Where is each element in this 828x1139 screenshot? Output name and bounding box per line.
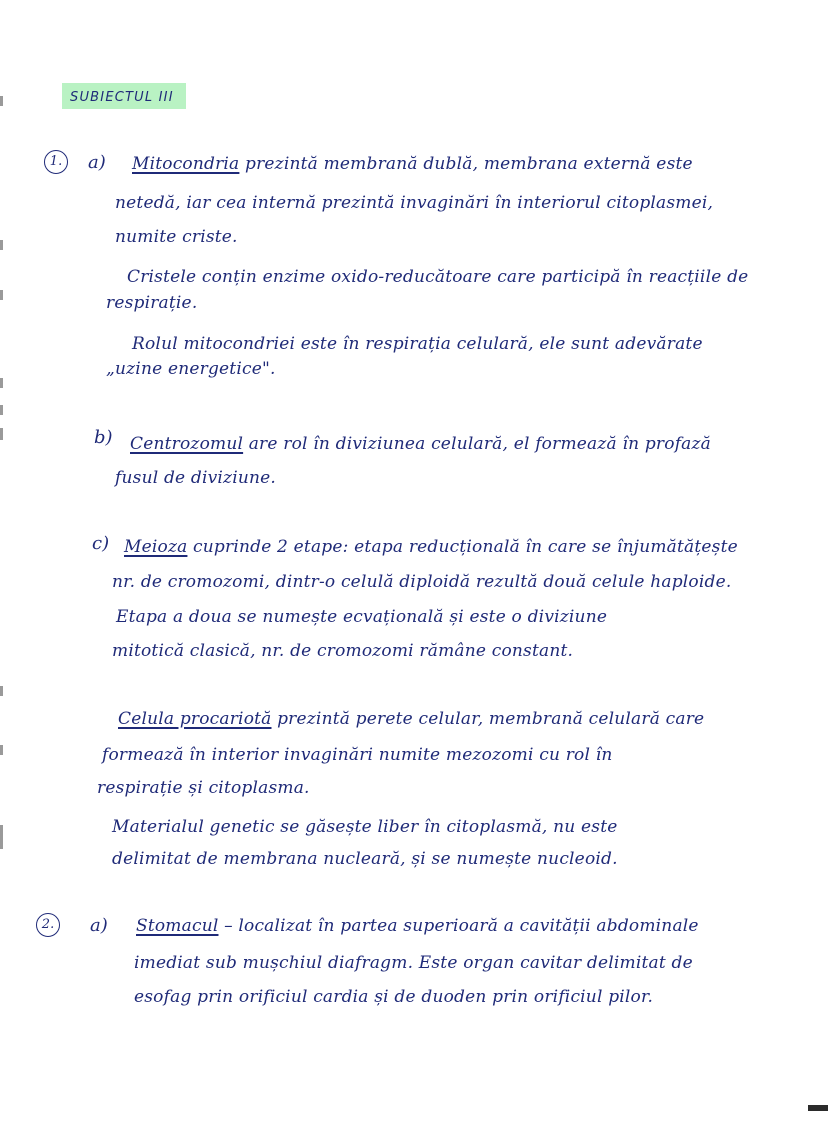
title-highlight bbox=[62, 83, 186, 109]
item-1d-line-3: respirație și citoplasma. bbox=[97, 778, 310, 798]
item-1c-label: c) bbox=[92, 533, 110, 554]
item-1c-line-4: mitotică clasică, nr. de cromozomi rămâne constant. bbox=[112, 641, 574, 661]
term-meioza: Meioza bbox=[124, 537, 188, 557]
item-1d-line-4: Materialul genetic se găsește liber în citoplasmă, nu este bbox=[112, 817, 618, 837]
item-1c-line-1 bbox=[124, 536, 738, 558]
text-segment: prezintă perete celular, membrană celulară care bbox=[271, 709, 705, 729]
term-stomacul: Stomacul bbox=[136, 916, 219, 936]
scan-edge-mark bbox=[0, 825, 3, 849]
item-1a-label: a) bbox=[88, 152, 106, 173]
item-1a-line-6: Rolul mitocondriei este în respirația celulară, ele sunt adevărate bbox=[132, 334, 703, 354]
item-1a-line-5: respirație. bbox=[106, 293, 198, 313]
item-1c-line-2: nr. de cromozomi, dintr-o celulă diploidă rezultă două celule haploide. bbox=[112, 572, 732, 592]
item-2a-line-1 bbox=[136, 915, 699, 937]
term-celula-procariota: Celula procariotă bbox=[118, 709, 272, 729]
item-1b-line-1 bbox=[130, 433, 711, 455]
item-2a-label: a) bbox=[90, 915, 108, 936]
item-1a-line-2: netedă, iar cea internă prezintă invaginări în interiorul citoplasmei, bbox=[115, 193, 714, 213]
text-segment: cuprinde 2 etape: etapa reducțională în care se înjumătățește bbox=[187, 537, 738, 557]
scan-edge-mark bbox=[0, 290, 3, 300]
section-2-number: 2. bbox=[36, 913, 60, 937]
text-segment: are rol în diviziunea celulară, el formează în profază bbox=[243, 434, 712, 454]
scan-edge-mark bbox=[0, 745, 3, 755]
term-centrozomul: Centrozomul bbox=[130, 434, 244, 454]
item-1d-line-1 bbox=[118, 708, 704, 730]
item-1a-line-1 bbox=[132, 153, 693, 175]
scan-edge-mark bbox=[0, 428, 3, 440]
text-segment: – localizat în partea superioară a cavității abdominale bbox=[218, 916, 699, 936]
item-1a-line-4: Cristele conțin enzime oxido-reducătoare care participă în reacțiile de bbox=[127, 267, 749, 287]
item-1a-line-3: numite criste. bbox=[115, 227, 238, 247]
scan-edge-mark bbox=[0, 378, 3, 388]
page-title: SUBIECTUL III bbox=[70, 89, 174, 105]
item-1a-line-7: „uzine energetice". bbox=[106, 359, 276, 379]
scan-edge-mark bbox=[0, 240, 3, 250]
term-mitocondria: Mitocondria bbox=[132, 154, 240, 174]
item-1c-line-3: Etapa a doua se numește ecvațională și este o diviziune bbox=[116, 607, 608, 627]
item-1b-label: b) bbox=[94, 427, 113, 448]
item-2a-line-2: imediat sub mușchiul diafragm. Este organ cavitar delimitat de bbox=[134, 953, 693, 973]
item-1b-line-2: fusul de diviziune. bbox=[115, 468, 277, 488]
scan-edge-mark bbox=[0, 686, 3, 696]
item-1d-line-2: formează în interior invaginări numite mezozomi cu rol în bbox=[102, 745, 613, 765]
scan-edge-mark bbox=[0, 96, 3, 106]
section-1-number: 1. bbox=[44, 150, 68, 174]
scan-edge-mark bbox=[0, 405, 3, 415]
text-segment: prezintă membrană dublă, membrana externă este bbox=[239, 154, 693, 174]
scan-corner-mark bbox=[808, 1105, 828, 1111]
item-1d-line-5: delimitat de membrana nucleară, și se numește nucleoid. bbox=[112, 849, 618, 869]
item-2a-line-3: esofag prin orificiul cardia și de duoden prin orificiul pilor. bbox=[134, 987, 654, 1007]
